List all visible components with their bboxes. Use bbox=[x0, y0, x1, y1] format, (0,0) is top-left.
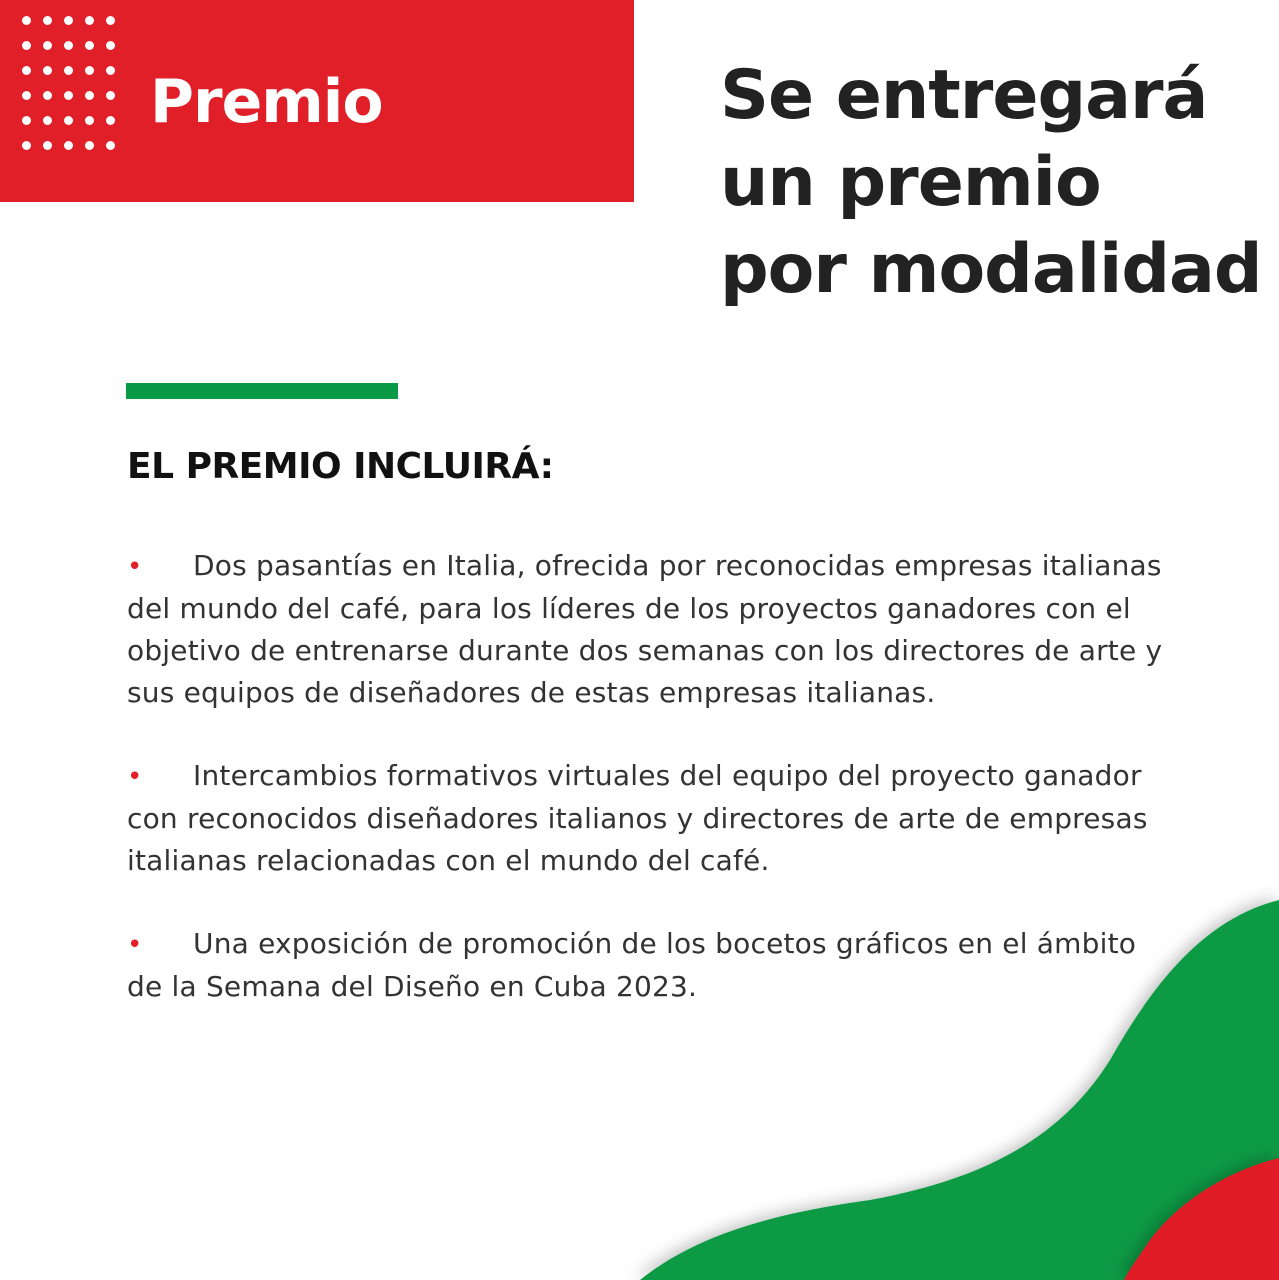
bullet-icon: • bbox=[127, 930, 143, 960]
section-heading: EL PREMIO INCLUIRÁ: bbox=[127, 446, 554, 487]
list-item-text: Dos pasantías en Italia, ofrecida por reconocidas empresas italianas del mundo del café, para los líderes de los proyectos ganadores con el objetivo de entrenarse durante dos semanas con los directores de arte y sus equipos de diseñadores de estas empresas italianas. bbox=[127, 549, 1163, 709]
headline-line: un premio bbox=[720, 143, 1101, 222]
headline-line: Se entregará bbox=[720, 56, 1208, 135]
headline-line: por modalidad bbox=[720, 230, 1262, 309]
banner-title: Premio bbox=[150, 67, 383, 137]
list-item-text: Una exposición de promoción de los bocetos gráficos en el ámbito de la Semana del Diseño en Cuba 2023. bbox=[127, 927, 1137, 1003]
bullet-icon: • bbox=[127, 552, 143, 582]
list-item-text: Intercambios formativos virtuales del equipo del proyecto ganador con reconocidos diseñadores italianos y directores de arte de empresas italianas relacionadas con el mundo del café. bbox=[127, 759, 1148, 877]
bullet-icon: • bbox=[127, 762, 143, 792]
